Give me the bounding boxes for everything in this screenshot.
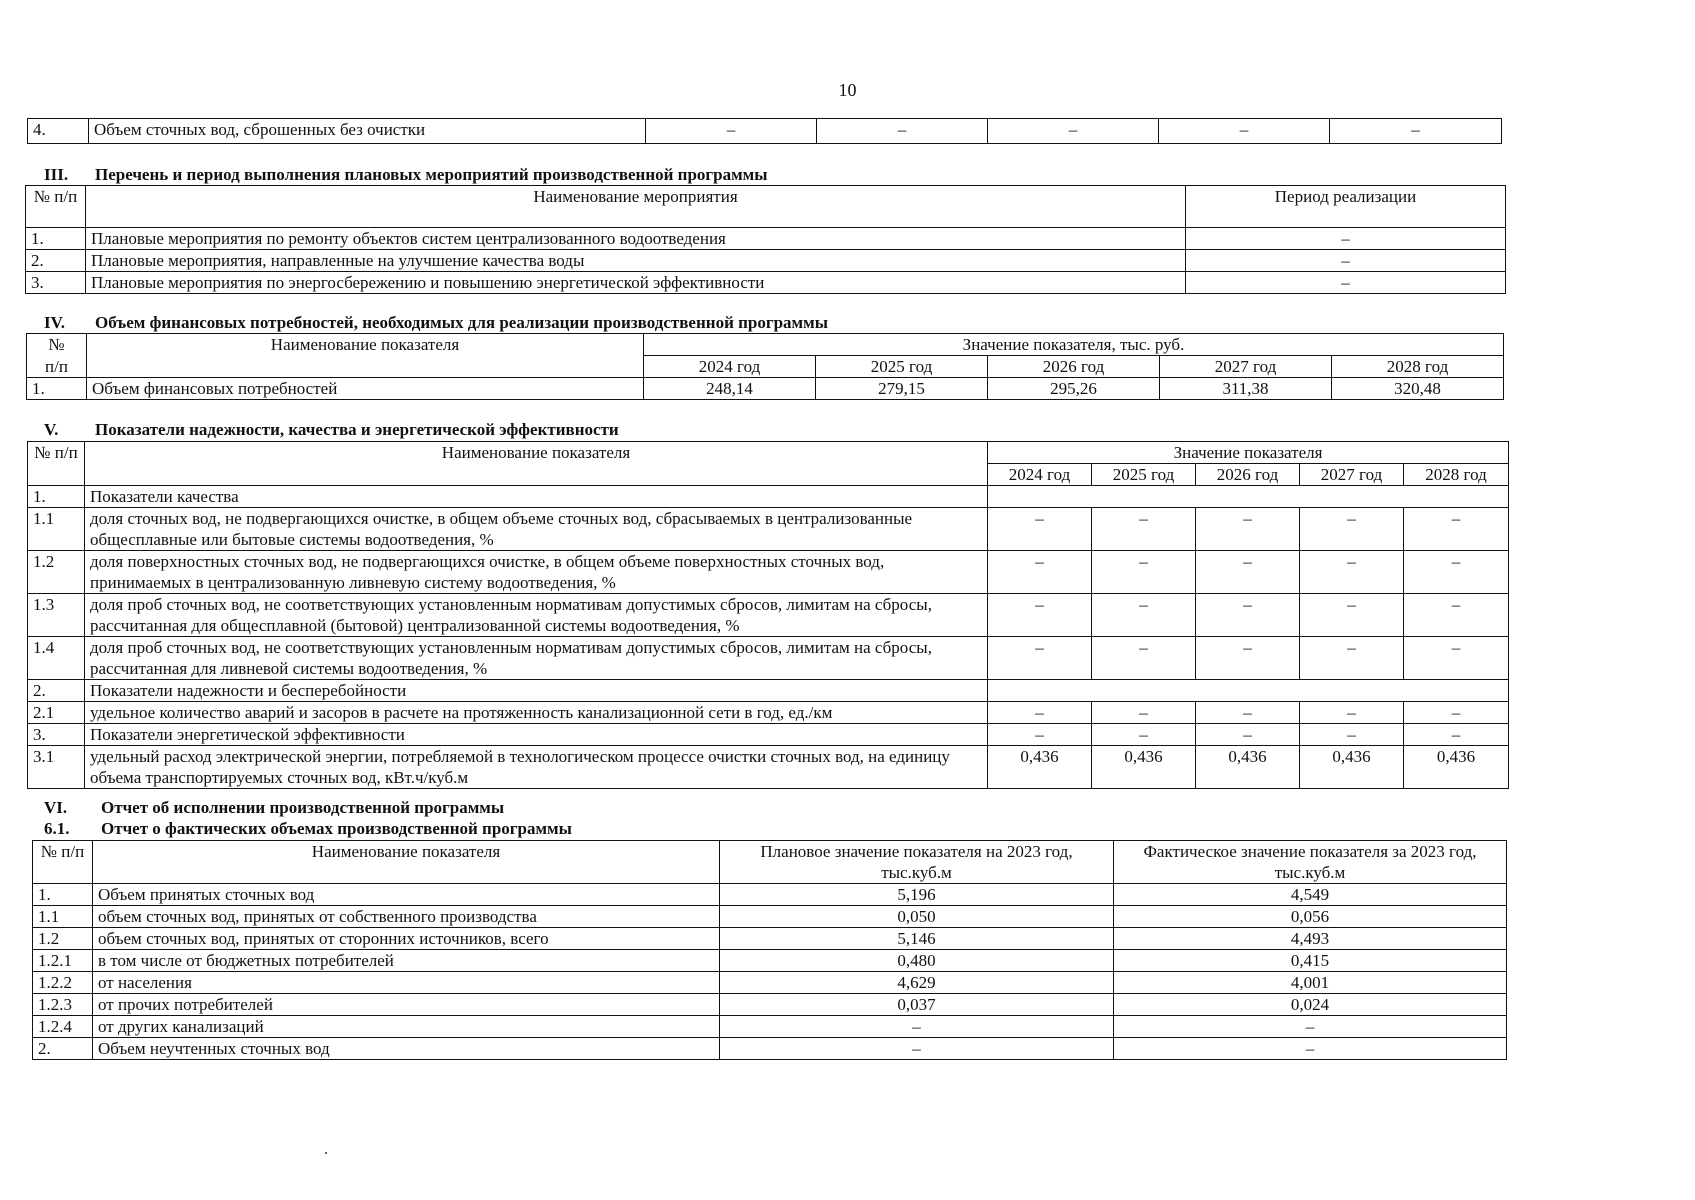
- value-cell: –: [1300, 637, 1404, 680]
- table-row: [28, 746, 1509, 789]
- row-number: 2.: [28, 680, 85, 702]
- value-cell: –: [1300, 551, 1404, 594]
- column-header-value-group: Значение показателя: [988, 442, 1509, 464]
- row-number: 2.: [33, 1038, 93, 1060]
- column-header-fact: Фактическое значение показателя за 2023 год, тыс.куб.м: [1114, 841, 1507, 884]
- table-row: [26, 272, 1506, 294]
- table-row: [28, 486, 1509, 508]
- section-6-1-table: [32, 840, 1507, 1060]
- table-row: [33, 928, 1507, 950]
- table-row: [28, 637, 1509, 680]
- indicator-name: от других канализаций: [93, 1016, 720, 1038]
- activity-name: Плановые мероприятия, направленные на улучшение качества воды: [86, 250, 1186, 272]
- table-row: [33, 906, 1507, 928]
- value-cell: –: [1300, 702, 1404, 724]
- indicator-name: Объем принятых сточных вод: [93, 884, 720, 906]
- column-header-name: Наименование показателя: [87, 334, 644, 356]
- row-number: 1.4: [28, 637, 85, 680]
- column-header-name: Наименование мероприятия: [86, 186, 1186, 228]
- indicator-name: Показатели качества: [85, 486, 988, 508]
- row-number: 3.: [28, 724, 85, 746]
- value-cell: 0,436: [1404, 746, 1509, 789]
- scan-speck: [325, 1152, 327, 1154]
- value-cell: 320,48: [1332, 378, 1504, 400]
- fact-value: 0,415: [1114, 950, 1507, 972]
- table-row: [26, 228, 1506, 250]
- value-cell: –: [1159, 119, 1330, 144]
- value-cell: 0,436: [1196, 746, 1300, 789]
- activity-name: Плановые мероприятия по ремонту объектов систем централизованного водоотведения: [86, 228, 1186, 250]
- column-header-year: 2028 год: [1332, 356, 1504, 378]
- value-cell: –: [1300, 724, 1404, 746]
- row-number: 1.: [26, 228, 86, 250]
- column-header-number: № п/п: [26, 186, 86, 228]
- row-number: 1.3: [28, 594, 85, 637]
- section-title: Объем финансовых потребностей, необходимых для реализации производственной программы: [95, 313, 828, 332]
- period-cell: –: [1186, 272, 1506, 294]
- value-cell: –: [1404, 551, 1509, 594]
- column-header-year: 2028 год: [1404, 464, 1509, 486]
- value-cell: –: [1196, 724, 1300, 746]
- indicator-name: Объем неучтенных сточных вод: [93, 1038, 720, 1060]
- column-header-year: 2026 год: [1196, 464, 1300, 486]
- fact-value: 0,024: [1114, 994, 1507, 1016]
- row-number: 3.: [26, 272, 86, 294]
- table-row: [28, 680, 1509, 702]
- section-title: Перечень и период выполнения плановых мероприятий производственной программы: [95, 165, 768, 184]
- section-title: Отчет об исполнении производственной программы: [101, 798, 505, 817]
- value-cell: –: [988, 702, 1092, 724]
- table-row: [33, 1038, 1507, 1060]
- section-title: Отчет о фактических объемах производственной программы: [101, 819, 572, 838]
- indicator-name: от населения: [93, 972, 720, 994]
- value-cell: 279,15: [816, 378, 988, 400]
- value-cell: –: [1300, 508, 1404, 551]
- value-cell: –: [1092, 551, 1196, 594]
- indicator-name: Объем сточных вод, сброшенных без очистки: [89, 119, 646, 144]
- value-cell: 311,38: [1160, 378, 1332, 400]
- row-number: 3.1: [28, 746, 85, 789]
- fact-value: –: [1114, 1038, 1507, 1060]
- table-row: [33, 994, 1507, 1016]
- row-number: 1.2: [33, 928, 93, 950]
- column-header-year: 2025 год: [1092, 464, 1196, 486]
- section-number: VI.: [44, 798, 68, 817]
- indicator-name: объем сточных вод, принятых от собственного производства: [93, 906, 720, 928]
- row-number: 1.: [27, 378, 87, 400]
- indicator-name: доля поверхностных сточных вод, не подвергающихся очистке, в общем объеме поверхностных сточных вод, принимаемых в централизованную ливневую систему водоотведения, %: [85, 551, 988, 594]
- row-number: 1.2.2: [33, 972, 93, 994]
- table-row: [28, 594, 1509, 637]
- value-cell: 0,436: [1300, 746, 1404, 789]
- section-4-table: [26, 333, 1504, 400]
- value-cell: –: [988, 551, 1092, 594]
- indicator-name: Показатели надежности и бесперебойности: [85, 680, 988, 702]
- table-row: [28, 724, 1509, 746]
- value-cell: –: [1404, 637, 1509, 680]
- column-header-number: №: [27, 334, 87, 356]
- column-header-year: 2024 год: [644, 356, 816, 378]
- indicator-name: Объем финансовых потребностей: [87, 378, 644, 400]
- table-row: [33, 950, 1507, 972]
- table-row: [27, 378, 1504, 400]
- table-header-row: [26, 186, 1506, 228]
- column-header-name-spacer: [87, 356, 644, 378]
- indicator-name: от прочих потребителей: [93, 994, 720, 1016]
- row-number: 4.: [28, 119, 89, 144]
- value-cell: –: [988, 508, 1092, 551]
- value-cell: –: [817, 119, 988, 144]
- page-number: 10: [838, 80, 857, 100]
- value-cell: –: [1092, 594, 1196, 637]
- value-cell: 0,436: [1092, 746, 1196, 789]
- value-cell: –: [1330, 119, 1502, 144]
- column-header-year: 2026 год: [988, 356, 1160, 378]
- table-header-row: [33, 841, 1507, 884]
- value-cell: –: [1196, 594, 1300, 637]
- table-header-row: [28, 442, 1509, 464]
- column-header-name: Наименование показателя: [93, 841, 720, 884]
- value-cell: –: [988, 594, 1092, 637]
- value-cell: –: [1404, 508, 1509, 551]
- row-number: 2.: [26, 250, 86, 272]
- column-header-number-suffix: п/п: [27, 356, 87, 378]
- fact-value: 4,549: [1114, 884, 1507, 906]
- value-cell: –: [1092, 724, 1196, 746]
- indicator-name: Показатели энергетической эффективности: [85, 724, 988, 746]
- column-header-year: 2024 год: [988, 464, 1092, 486]
- plan-value: 0,480: [720, 950, 1114, 972]
- section-4-heading: [44, 313, 828, 333]
- period-cell: –: [1186, 228, 1506, 250]
- activity-name: Плановые мероприятия по энергосбережению и повышению энергетической эффективности: [86, 272, 1186, 294]
- row-number: 1.2.4: [33, 1016, 93, 1038]
- section-number: 6.1.: [44, 819, 70, 838]
- fact-value: –: [1114, 1016, 1507, 1038]
- indicator-name: удельный расход электрической энергии, потребляемой в технологическом процессе очистки сточных вод, на единицу объема транспортируемых сточных вод, кВт.ч/куб.м: [85, 746, 988, 789]
- row-number: 2.1: [28, 702, 85, 724]
- table-row: [28, 702, 1509, 724]
- value-cell-empty: [988, 486, 1509, 508]
- value-cell: 248,14: [644, 378, 816, 400]
- column-header-value-group: Значение показателя, тыс. руб.: [644, 334, 1504, 356]
- plan-value: –: [720, 1016, 1114, 1038]
- indicator-name: удельное количество аварий и засоров в расчете на протяженность канализационной сети в год, ед./км: [85, 702, 988, 724]
- value-cell: –: [1404, 724, 1509, 746]
- column-header-year: 2025 год: [816, 356, 988, 378]
- section-6-heading: [44, 798, 504, 818]
- table-row: [33, 972, 1507, 994]
- column-header-year: 2027 год: [1160, 356, 1332, 378]
- value-cell: –: [646, 119, 817, 144]
- table-row: [33, 1016, 1507, 1038]
- fact-value: 4,001: [1114, 972, 1507, 994]
- section-5-heading: [44, 420, 619, 440]
- value-cell: 295,26: [988, 378, 1160, 400]
- section-3-table: [25, 185, 1506, 294]
- column-header-name: Наименование показателя: [85, 442, 988, 486]
- indicator-name: в том числе от бюджетных потребителей: [93, 950, 720, 972]
- row-number: 1.: [33, 884, 93, 906]
- row-number: 1.1: [28, 508, 85, 551]
- value-cell: –: [1196, 551, 1300, 594]
- plan-value: 4,629: [720, 972, 1114, 994]
- value-cell: –: [1196, 637, 1300, 680]
- section-3-heading: [44, 165, 768, 185]
- table-row: [28, 119, 1502, 144]
- column-header-number: № п/п: [28, 442, 85, 486]
- value-cell: –: [1092, 702, 1196, 724]
- value-cell: –: [1196, 508, 1300, 551]
- table-row: [33, 884, 1507, 906]
- section-number: III.: [44, 165, 69, 184]
- value-cell-empty: [988, 680, 1509, 702]
- indicator-name: доля проб сточных вод, не соответствующих установленным нормативам допустимых сбросов, лимитам на сбросы, рассчитанная для ливневой системы водоотведения, %: [85, 637, 988, 680]
- row-number: 1.2.1: [33, 950, 93, 972]
- value-cell: –: [988, 119, 1159, 144]
- fact-value: 0,056: [1114, 906, 1507, 928]
- plan-value: –: [720, 1038, 1114, 1060]
- column-header-plan: Плановое значение показателя на 2023 год, тыс.куб.м: [720, 841, 1114, 884]
- plan-value: 0,037: [720, 994, 1114, 1016]
- indicator-name: доля сточных вод, не подвергающихся очистке, в общем объеме сточных вод, сбрасываемых в централизованные общесплавные или бытовые системы водоотведения, %: [85, 508, 988, 551]
- table-header-row: [27, 356, 1504, 378]
- value-cell: 0,436: [988, 746, 1092, 789]
- section-5-table: [27, 441, 1509, 789]
- section-6-1-heading: [44, 819, 572, 839]
- value-cell: –: [1404, 702, 1509, 724]
- indicator-name: доля проб сточных вод, не соответствующих установленным нормативам допустимых сбросов, лимитам на сбросы, рассчитанная для общесплавной (бытовой) централизованной системы водоотведения, %: [85, 594, 988, 637]
- indicator-name: объем сточных вод, принятых от сторонних источников, всего: [93, 928, 720, 950]
- row-number: 1.: [28, 486, 85, 508]
- row-number: 1.2.3: [33, 994, 93, 1016]
- row-number: 1.2: [28, 551, 85, 594]
- value-cell: –: [1196, 702, 1300, 724]
- table-row: [28, 508, 1509, 551]
- column-header-period: Период реализации: [1186, 186, 1506, 228]
- value-cell: –: [988, 637, 1092, 680]
- table-row: [28, 551, 1509, 594]
- section-number: V.: [44, 420, 59, 439]
- value-cell: –: [1092, 637, 1196, 680]
- plan-value: 5,146: [720, 928, 1114, 950]
- top-table: [27, 118, 1502, 144]
- fact-value: 4,493: [1114, 928, 1507, 950]
- plan-value: 5,196: [720, 884, 1114, 906]
- table-row: [26, 250, 1506, 272]
- plan-value: 0,050: [720, 906, 1114, 928]
- period-cell: –: [1186, 250, 1506, 272]
- value-cell: –: [1300, 594, 1404, 637]
- table-header-row: [27, 334, 1504, 356]
- row-number: 1.1: [33, 906, 93, 928]
- value-cell: –: [988, 724, 1092, 746]
- column-header-number: № п/п: [33, 841, 93, 884]
- value-cell: –: [1092, 508, 1196, 551]
- section-title: Показатели надежности, качества и энергетической эффективности: [95, 420, 619, 439]
- column-header-year: 2027 год: [1300, 464, 1404, 486]
- section-number: IV.: [44, 313, 65, 332]
- value-cell: –: [1404, 594, 1509, 637]
